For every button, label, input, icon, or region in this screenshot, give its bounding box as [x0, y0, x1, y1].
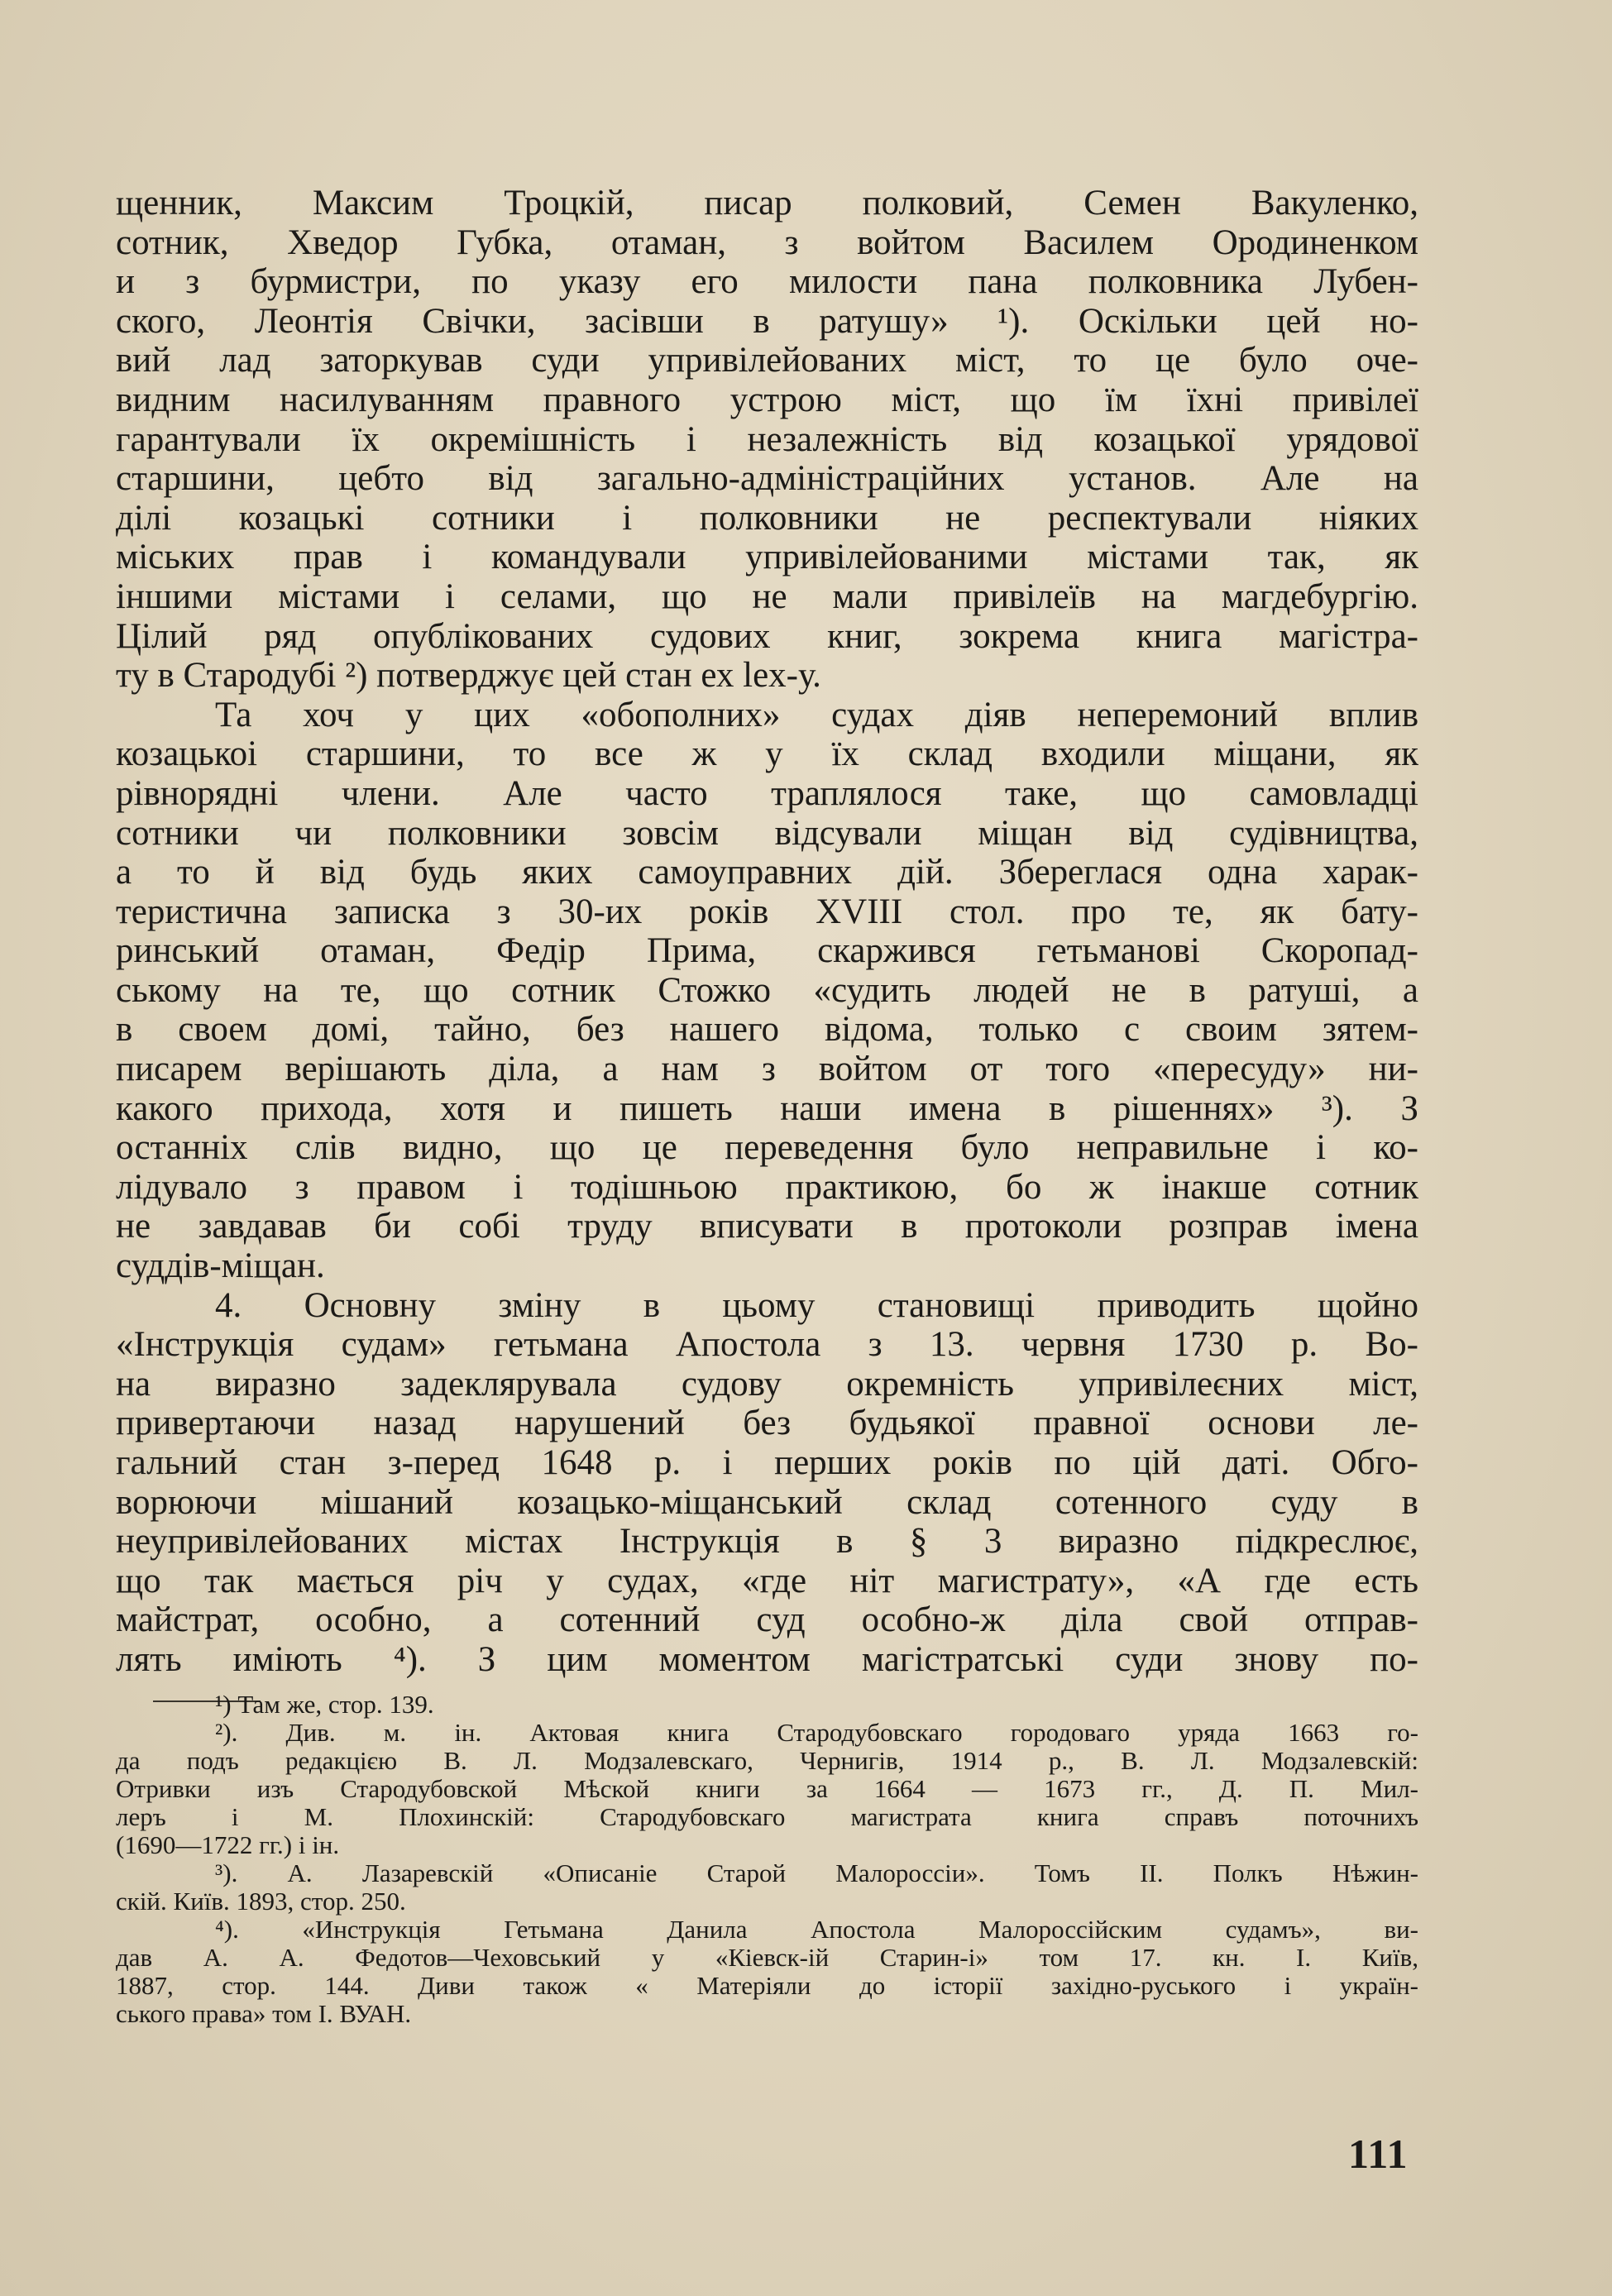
text-line: какого прихода, хотя и пишеть наши имена в рішеннях» ³). З: [116, 1088, 1418, 1128]
footnote-line: (1690—1722 гг.) і ін.: [116, 1831, 340, 1859]
text-line: на виразно задеклярувала судову окремність упривілеєних міст,: [116, 1364, 1418, 1404]
text-line: майстрат, особно, а сотенний суд особно-ж діла свой отправ-: [116, 1600, 1418, 1640]
text-line: писарем верішають діла, а нам з войтом от того «пересуду» ни-: [116, 1050, 1418, 1089]
footnote-line: Отривки изъ Стародубовской Мѣской книги за 1664 — 1673 гг., Д. П. Мил-: [116, 1775, 1418, 1803]
main-text-block: [116, 184, 1418, 1680]
text-line: 4. Основну зміну в цьому становищі приводить щойно: [215, 1285, 1418, 1325]
text-line: вий лад заторкував суди упривілейованих міст, то це було оче-: [116, 341, 1418, 380]
footnote-line: ²). Див. м. ін. Актовая книга Стародубовскаго городоваго уряда 1663 го-: [215, 1719, 1418, 1747]
text-line: міських прав і командували упривілейованими містами так, як: [116, 538, 1418, 577]
text-line: видним насилуванням правного устрою міст, що їм їхні привілеї: [116, 380, 1418, 419]
text-line: ту в Стародубі ²) потверджує цей стан ех lex-у.: [116, 656, 821, 696]
footnote-line: леръ і М. Плохинскій: Стародубовскаго магистрата книга справъ поточнихъ: [116, 1803, 1418, 1831]
text-line: лять имiють ⁴). З цим моментом магістратські суди знову по-: [116, 1639, 1418, 1679]
page-number: 111: [1348, 2131, 1409, 2177]
text-line: сотники чи полковники зовсім відсували міщан від судівництва,: [116, 813, 1418, 853]
footnote-line: ського права» том І. ВУАН.: [116, 2000, 412, 2028]
text-line: останніх слів видно, що це переведення було неправильне і ко-: [116, 1128, 1418, 1168]
text-line: Цілий ряд опублікованих судових книг, зокрема книга магістра-: [116, 616, 1418, 656]
footnote-line: ³). А. Лазаревскій «Описаніе Старой Малороссіи». Томъ II. Полкъ Нѣжин-: [215, 1859, 1418, 1887]
text-line: лідувало з правом і тодішньою практикою, бо ж інакше сотник: [116, 1167, 1418, 1207]
footnote-line: ¹) Там же, стор. 139.: [215, 1691, 434, 1719]
text-line: ского, Леонтія Свічки, засівши в ратушу» ¹). Оскільки цей но-: [116, 301, 1418, 341]
footnote-line: ⁴). «Инструкція Гетьмана Данила Апостола Малороссійским судамъ», ви-: [215, 1916, 1418, 1944]
footnote-line: скій. Київ. 1893, стор. 250.: [116, 1887, 406, 1916]
footnote-line: дав А. А. Федотов—Чеховський у «Кіевск-ій Старин-і» том 17. кн. І. Київ,: [116, 1944, 1418, 1972]
text-line: неупривілейованих містах Інструкція в § 3 виразно підкреслює,: [116, 1522, 1418, 1562]
text-line: ворюючи мішаний козацько-міщанський склад сотенного суду в: [116, 1482, 1418, 1522]
text-line: ділі козацькі сотники і полковники не респектували ніяких: [116, 498, 1418, 538]
text-line: и з бурмистри, по указу его милости пана полковника Лубен-: [116, 262, 1418, 302]
text-line: гальний стан з-перед 1648 р. і перших років по цій даті. Обго-: [116, 1443, 1418, 1482]
text-line: що так мається річ у судах, «где ніт магистрату», «А где есть: [116, 1561, 1418, 1600]
text-line: рівнорядні члени. Але часто траплялося таке, що самовладці: [116, 773, 1418, 813]
text-line: «Інструкція судам» гетьмана Апостола з 13. червня 1730 р. Во-: [116, 1325, 1418, 1365]
text-line: ському на те, що сотник Стожко «судить людей не в ратуші, а: [116, 970, 1418, 1010]
text-line: щенник, Максим Троцкій, писар полковий, Семен Вакуленко,: [116, 184, 1418, 222]
text-line: а то й від будь яких самоуправних дій. Збереглася одна харак-: [116, 853, 1418, 892]
footnotes-block: [116, 1691, 1418, 2028]
text-line: сотник, Хведор Губка, отаман, з войтом Василем Ородиненком: [116, 222, 1418, 262]
text-line: старшини, цебто від загально-адміністраційних установ. Але на: [116, 459, 1418, 499]
text-line: Та хоч у цих «обополних» судах діяв непеpемоний вплив: [215, 695, 1418, 734]
text-line: теристична записка з 30-их років XVIII стол. про те, як бату-: [116, 892, 1418, 931]
text-line: в своем домі, тайно, без нашего відома, только с своим зятем-: [116, 1010, 1418, 1050]
text-line: суддів-міщан.: [116, 1246, 325, 1286]
text-line: привертаючи назад нарушений без будьякої правної основи ле-: [116, 1404, 1418, 1443]
text-line: іншими містами і селами, що не мали привілеїв на магдебургію.: [116, 576, 1418, 616]
text-line: козацькоі старшини, то все ж у їх склад входили міщани, як: [116, 734, 1418, 774]
footnote-line: да подъ редакцією В. Л. Модзалевскаго, Чернигів, 1914 р., В. Л. Модзалевскій:: [116, 1747, 1418, 1775]
footnote-line: 1887, стор. 144. Диви також « Матеріяли до історії західно-руського і україн-: [116, 1972, 1418, 2000]
text-line: не завдавав би собі труду вписувати в протоколи розправ імена: [116, 1207, 1418, 1246]
text-line: ринський отаман, Федір Прима, скаржився гетьманові Скоропад-: [116, 931, 1418, 971]
text-line: гарантували їх окремішність і незалежність від козацької урядової: [116, 419, 1418, 459]
